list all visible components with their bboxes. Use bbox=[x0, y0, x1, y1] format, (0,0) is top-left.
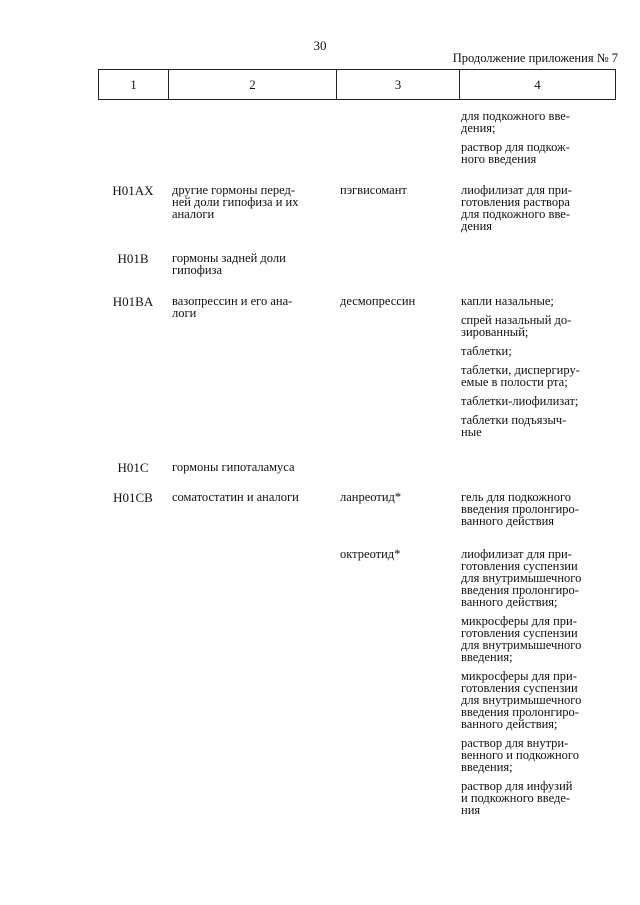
dosage-form-item bbox=[461, 295, 611, 307]
dosage-form-line: раствор для подкож- bbox=[461, 140, 570, 154]
dosage-form-line: лиофилизат для при- bbox=[461, 183, 572, 197]
dosage-forms bbox=[461, 491, 611, 527]
dosage-form-item bbox=[461, 780, 611, 816]
page-number: 30 bbox=[313, 38, 327, 53]
column-header-3: 3 bbox=[337, 70, 460, 100]
dosage-form-line: введения; bbox=[461, 760, 513, 774]
dosage-form-line: таблетки, диспергиру- bbox=[461, 363, 580, 377]
dosage-form-item bbox=[461, 184, 611, 232]
dosage-form-item bbox=[461, 364, 611, 388]
drug-name bbox=[340, 184, 452, 196]
continuation-label: Продолжение приложения № 7 bbox=[452, 51, 618, 65]
dosage-form-line: введения пролонгиро- bbox=[461, 705, 579, 719]
group-name-line: аналоги bbox=[172, 207, 215, 221]
group-name-line: гормоны гипоталамуса bbox=[172, 460, 295, 474]
drug-name bbox=[340, 548, 452, 560]
dosage-form-line: микросферы для при- bbox=[461, 669, 577, 683]
dosage-form-line: раствор для внутри- bbox=[461, 736, 569, 750]
dosage-form-item bbox=[461, 314, 611, 338]
group-name-line: вазопрессин и его ана- bbox=[172, 294, 293, 308]
dosage-form-item bbox=[461, 670, 611, 730]
dosage-form-line: для внутримышечного bbox=[461, 693, 582, 707]
column-header-2: 2 bbox=[169, 70, 337, 100]
dosage-form-line: для внутримышечного bbox=[461, 638, 582, 652]
dosage-form-line: ванного действия; bbox=[461, 717, 558, 731]
dosage-form-line: готовления суспензии bbox=[461, 626, 578, 640]
atc-code: H01BA bbox=[112, 294, 154, 309]
atc-group-name bbox=[172, 461, 330, 473]
dosage-form-line: введения пролонгиро- bbox=[461, 583, 579, 597]
dosage-form-line: дения bbox=[461, 219, 493, 233]
column-header-4: 4 bbox=[460, 70, 616, 100]
dosage-form-line: готовления раствора bbox=[461, 195, 570, 209]
drug-name-line: октреотид* bbox=[340, 547, 401, 561]
atc-code: H01B bbox=[117, 251, 149, 266]
dosage-form-item bbox=[461, 615, 611, 663]
dosage-form-line: капли назальные; bbox=[461, 294, 554, 308]
drug-name-line: ланреотид* bbox=[340, 490, 402, 504]
dosage-form-line: таблетки подъязыч- bbox=[461, 413, 567, 427]
dosage-forms bbox=[461, 110, 611, 165]
dosage-form-line: ного введения bbox=[461, 152, 537, 166]
drug-name bbox=[340, 295, 452, 307]
dosage-forms bbox=[461, 295, 611, 438]
dosage-form-line: дения; bbox=[461, 121, 496, 135]
dosage-forms bbox=[461, 548, 611, 816]
dosage-form-item bbox=[461, 491, 611, 527]
dosage-form-line: для подкожного вве- bbox=[461, 207, 570, 221]
group-name-line: логи bbox=[172, 306, 197, 320]
dosage-form-line: таблетки; bbox=[461, 344, 512, 358]
drug-name-line: десмопрессин bbox=[340, 294, 416, 308]
dosage-form-line: ния bbox=[461, 803, 481, 817]
dosage-form-line: венного и подкожного bbox=[461, 748, 579, 762]
dosage-form-line: лиофилизат для при- bbox=[461, 547, 572, 561]
group-name-line: соматостатин и аналоги bbox=[172, 490, 299, 504]
dosage-form-item bbox=[461, 395, 611, 407]
dosage-form-line: готовления суспензии bbox=[461, 559, 578, 573]
group-name-line: ней доли гипофиза и их bbox=[172, 195, 299, 209]
dosage-form-line: готовления суспензии bbox=[461, 681, 578, 695]
drug-name bbox=[340, 491, 452, 503]
dosage-forms bbox=[461, 184, 611, 232]
atc-code: H01AX bbox=[112, 183, 154, 198]
dosage-form-item bbox=[461, 141, 611, 165]
group-name-line: другие гормоны перед- bbox=[172, 183, 296, 197]
atc-code: H01C bbox=[117, 460, 149, 475]
dosage-form-line: для внутримышечного bbox=[461, 571, 582, 585]
dosage-form-item bbox=[461, 414, 611, 438]
dosage-form-line: емые в полости рта; bbox=[461, 375, 568, 389]
dosage-form-line: введения; bbox=[461, 650, 513, 664]
dosage-form-line: микросферы для при- bbox=[461, 614, 577, 628]
dosage-form-line: ванного действия; bbox=[461, 595, 558, 609]
column-header-1: 1 bbox=[99, 70, 169, 100]
dosage-form-item bbox=[461, 345, 611, 357]
dosage-form-line: таблетки-лиофилизат; bbox=[461, 394, 579, 408]
group-name-line: гормоны задней доли bbox=[172, 251, 286, 265]
dosage-form-line: и подкожного введе- bbox=[461, 791, 571, 805]
drug-name-line: пэгвисомант bbox=[340, 183, 407, 197]
dosage-form-line: введения пролонгиро- bbox=[461, 502, 579, 516]
column-header-table bbox=[98, 69, 616, 100]
dosage-form-item bbox=[461, 548, 611, 608]
dosage-form-line: гель для подкожного bbox=[461, 490, 572, 504]
atc-group-name bbox=[172, 184, 330, 220]
atc-group-name bbox=[172, 252, 330, 276]
dosage-form-line: спрей назальный до- bbox=[461, 313, 572, 327]
dosage-form-line: для подкожного вве- bbox=[461, 109, 570, 123]
dosage-form-item bbox=[461, 737, 611, 773]
atc-group-name bbox=[172, 491, 330, 503]
dosage-form-line: ванного действия bbox=[461, 514, 555, 528]
dosage-form-line: раствор для инфузий bbox=[461, 779, 573, 793]
atc-code: H01CB bbox=[113, 490, 153, 505]
atc-group-name bbox=[172, 295, 330, 319]
dosage-form-line: ные bbox=[461, 425, 482, 439]
dosage-form-line: зированный; bbox=[461, 325, 529, 339]
column-header-row bbox=[99, 70, 616, 100]
group-name-line: гипофиза bbox=[172, 263, 223, 277]
dosage-form-item bbox=[461, 110, 611, 134]
